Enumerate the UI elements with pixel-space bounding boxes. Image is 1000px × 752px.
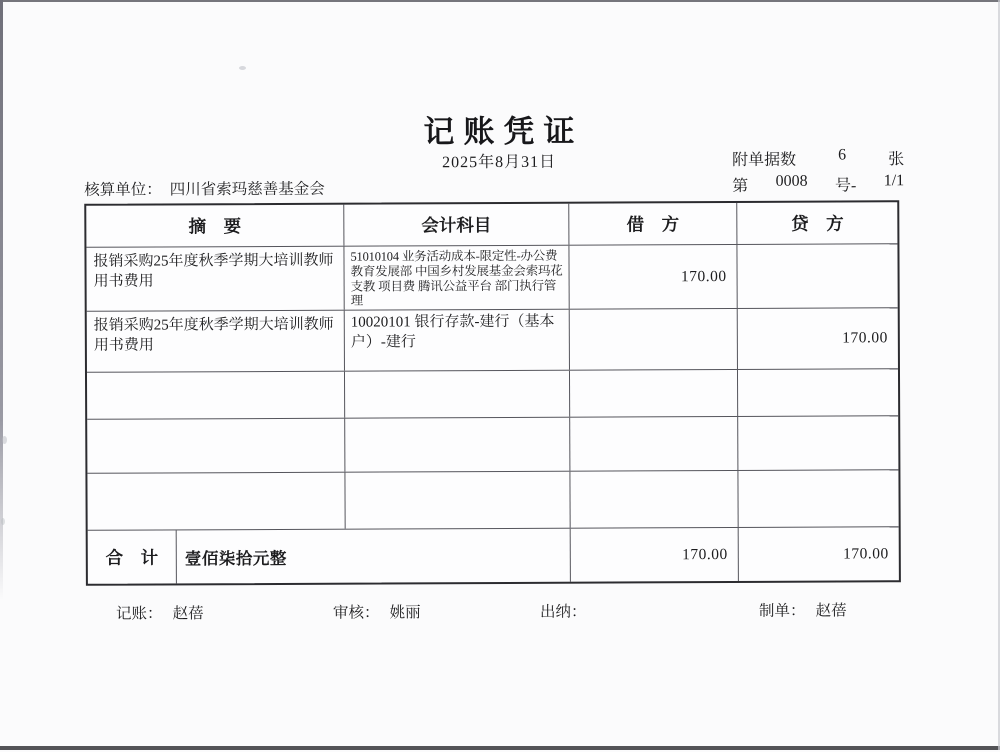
reviewer-name: 姚丽 xyxy=(390,604,421,621)
table-row xyxy=(87,368,898,419)
signature-row xyxy=(1,598,1000,626)
total-label: 合 计 xyxy=(88,530,176,583)
bookkeeper-signature xyxy=(116,601,204,623)
voucher-date: 2025年8月31日 xyxy=(0,147,999,174)
header-summary: 摘 要 xyxy=(86,205,343,247)
row1-credit xyxy=(736,244,897,308)
row5-debit xyxy=(569,471,737,528)
total-amount-in-words: 壹佰柒拾元整 xyxy=(176,529,570,584)
row4-account xyxy=(344,418,569,472)
preparer-signature xyxy=(759,598,847,620)
accounting-unit-line xyxy=(84,177,325,200)
header-credit: 贷 方 xyxy=(736,202,897,244)
row2-debit xyxy=(569,309,737,370)
row2-credit: 170.00 xyxy=(737,308,898,369)
row3-account xyxy=(344,371,569,418)
total-credit: 170.00 xyxy=(738,527,899,581)
accounting-unit-value: 四川省索玛慈善基金会 xyxy=(170,181,325,199)
row1-account: 51010104 业务活动成本-限定性-办公费 教育发展部 中国乡村发展基金会索玛花支教 项目费 腾讯公益平台 部门执行管理 xyxy=(343,246,568,310)
row2-account: 10020101 银行存款-建行（基本户）-建行 xyxy=(344,310,569,371)
table-row xyxy=(87,307,898,372)
row3-credit xyxy=(737,369,898,416)
voucher-no-prefix: 第 xyxy=(732,173,748,196)
header-debit: 借 方 xyxy=(568,203,736,245)
row3-summary xyxy=(87,372,344,419)
table-row xyxy=(87,469,898,530)
preparer-name: 赵蓓 xyxy=(816,602,847,619)
attachment-count-line xyxy=(732,146,904,170)
table-row xyxy=(87,415,898,473)
table-header-row xyxy=(86,202,897,247)
attachment-label: 附单据数 xyxy=(732,147,796,170)
table-total-row xyxy=(88,526,899,584)
table-row xyxy=(86,243,897,311)
total-debit: 170.00 xyxy=(570,528,738,582)
voucher-no-page: 1/1 xyxy=(884,172,905,195)
row5-summary xyxy=(87,473,344,530)
voucher-number-line xyxy=(732,172,904,196)
voucher-no-suffix: 号- xyxy=(835,172,856,195)
cashier-signature xyxy=(540,600,597,622)
header-account: 会计科目 xyxy=(343,204,568,246)
bookkeeper-name: 赵蓓 xyxy=(173,605,204,622)
cashier-label: 出纳： xyxy=(540,604,587,621)
voucher-title: 记账凭证 xyxy=(0,104,999,153)
row4-debit xyxy=(569,417,737,471)
row5-credit xyxy=(737,470,898,527)
preparer-label: 制单： xyxy=(759,603,806,620)
row1-summary: 报销采购25年度秋季学期大培训教师用书费用 xyxy=(86,247,343,311)
row5-account xyxy=(344,472,569,529)
reviewer-label: 审核： xyxy=(333,605,380,622)
reviewer-signature xyxy=(333,600,421,622)
row1-debit: 170.00 xyxy=(568,245,736,309)
voucher-no-number: 0008 xyxy=(776,173,808,196)
accounting-unit-label: 核算单位： xyxy=(84,181,162,198)
row4-summary xyxy=(87,419,344,473)
bookkeeper-label: 记账： xyxy=(116,605,163,622)
row2-summary: 报销采购25年度秋季学期大培训教师用书费用 xyxy=(87,311,344,372)
voucher-table xyxy=(84,200,901,586)
row4-credit xyxy=(737,416,898,470)
attachment-count: 6 xyxy=(838,146,846,169)
row3-debit xyxy=(569,370,737,417)
attachment-unit: 张 xyxy=(888,146,904,169)
